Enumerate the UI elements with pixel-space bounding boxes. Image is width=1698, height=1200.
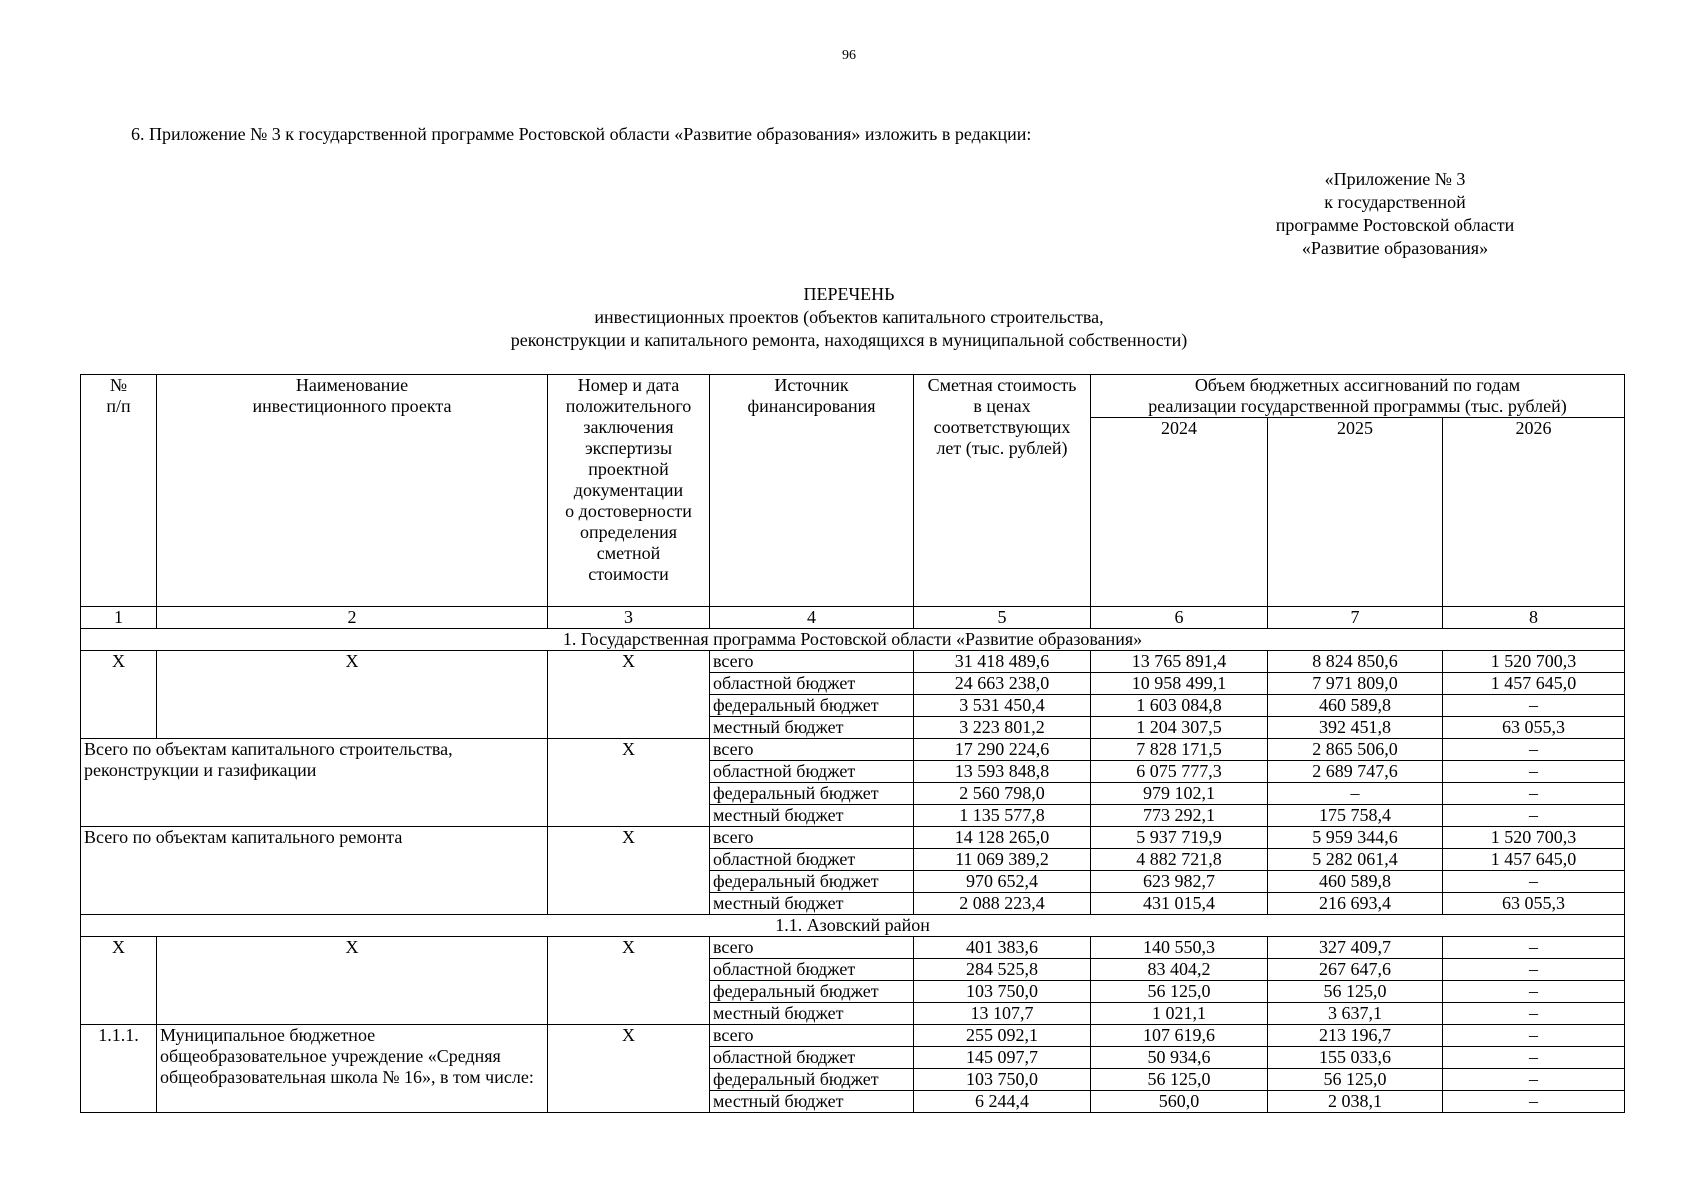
amount-2025: 2 865 506,0 (1268, 739, 1443, 761)
column-number: 2 (157, 607, 548, 629)
header-year-2024: 2024 (1091, 418, 1268, 607)
project-number: X (81, 651, 157, 739)
header-cost: Сметная стоимость в ценах соответствующих лет (тыс. рублей) (914, 375, 1091, 607)
amount-2026: – (1443, 1091, 1625, 1113)
funding-source: всего (710, 739, 914, 761)
amount-2026: 1 457 645,0 (1443, 673, 1625, 695)
amount-2024: 50 934,6 (1091, 1047, 1268, 1069)
funding-source: областной бюджет (710, 959, 914, 981)
amount-2025: 3 637,1 (1268, 1003, 1443, 1025)
funding-source: всего (710, 937, 914, 959)
amount-2026: – (1443, 695, 1625, 717)
amount-2025: 267 647,6 (1268, 959, 1443, 981)
project-name: Всего по объектам капитального ремонта (81, 827, 548, 915)
amount-2026: 63 055,3 (1443, 893, 1625, 915)
funding-source: местный бюджет (710, 893, 914, 915)
estimated-cost: 17 290 224,6 (914, 739, 1091, 761)
header-year-2025: 2025 (1268, 418, 1443, 607)
estimated-cost: 31 418 489,6 (914, 651, 1091, 673)
estimated-cost: 145 097,7 (914, 1047, 1091, 1069)
column-number: 7 (1268, 607, 1443, 629)
appendix-line: к государственной (1324, 192, 1466, 212)
column-number: 3 (548, 607, 710, 629)
estimated-cost: 3 531 450,4 (914, 695, 1091, 717)
estimated-cost: 6 244,4 (914, 1091, 1091, 1113)
amount-2025: 8 824 850,6 (1268, 651, 1443, 673)
funding-source: областной бюджет (710, 1047, 914, 1069)
project-number: X (81, 937, 157, 1025)
amount-2026: 63 055,3 (1443, 717, 1625, 739)
estimated-cost: 1 135 577,8 (914, 805, 1091, 827)
amount-2025: 5 959 344,6 (1268, 827, 1443, 849)
funding-source: федеральный бюджет (710, 783, 914, 805)
amount-2026: – (1443, 1069, 1625, 1091)
amount-2024: 773 292,1 (1091, 805, 1268, 827)
column-number: 1 (81, 607, 157, 629)
header-num: № п/п (81, 375, 157, 607)
appendix-line: «Приложение № 3 (1324, 169, 1466, 189)
amount-2025: 56 125,0 (1268, 981, 1443, 1003)
funding-source: федеральный бюджет (710, 1069, 914, 1091)
amount-2024: 431 015,4 (1091, 893, 1268, 915)
project-name: X (157, 651, 548, 739)
column-number: 4 (710, 607, 914, 629)
amount-2025: 213 196,7 (1268, 1025, 1443, 1047)
amount-2024: 4 882 721,8 (1091, 849, 1268, 871)
funding-source: всего (710, 827, 914, 849)
column-number: 5 (914, 607, 1091, 629)
funding-source: местный бюджет (710, 717, 914, 739)
expertise-value: X (548, 739, 710, 827)
estimated-cost: 401 383,6 (914, 937, 1091, 959)
amount-2024: 1 603 084,8 (1091, 695, 1268, 717)
estimated-cost: 103 750,0 (914, 1069, 1091, 1091)
header-expertise: Номер и дата положительного заключения экспертизы проектной документации о достоверности определения сметной стоимости (548, 375, 710, 607)
amount-2024: 7 828 171,5 (1091, 739, 1268, 761)
section-title: 1. Государственная программа Ростовской области «Развитие образования» (81, 629, 1625, 651)
amount-2024: 10 958 499,1 (1091, 673, 1268, 695)
header-year-2026: 2026 (1443, 418, 1625, 607)
amount-2025: 2 038,1 (1268, 1091, 1443, 1113)
document-title (0, 283, 1698, 352)
amount-2024: 560,0 (1091, 1091, 1268, 1113)
amount-2026: – (1443, 1047, 1625, 1069)
appendix-reference (1230, 168, 1560, 260)
table-row (81, 937, 1625, 959)
amount-2026: – (1443, 761, 1625, 783)
appendix-line: программе Ростовской области (1275, 215, 1515, 235)
table-row (81, 827, 1625, 849)
table-row (81, 739, 1625, 761)
estimated-cost: 14 128 265,0 (914, 827, 1091, 849)
amount-2025: 2 689 747,6 (1268, 761, 1443, 783)
estimated-cost: 11 069 389,2 (914, 849, 1091, 871)
amount-2025: 56 125,0 (1268, 1069, 1443, 1091)
estimated-cost: 13 107,7 (914, 1003, 1091, 1025)
amount-2024: 140 550,3 (1091, 937, 1268, 959)
project-number: 1.1.1. (81, 1025, 157, 1113)
page-number: 96 (842, 48, 856, 63)
amount-2024: 13 765 891,4 (1091, 651, 1268, 673)
amount-2026: – (1443, 959, 1625, 981)
funding-source: федеральный бюджет (710, 871, 914, 893)
estimated-cost: 24 663 238,0 (914, 673, 1091, 695)
table-row (81, 1025, 1625, 1047)
amount-2025: 175 758,4 (1268, 805, 1443, 827)
funding-source: федеральный бюджет (710, 981, 914, 1003)
header-name: Наименование инвестиционного проекта (157, 375, 548, 607)
funding-source: областной бюджет (710, 673, 914, 695)
section-row (81, 629, 1625, 651)
estimated-cost: 13 593 848,8 (914, 761, 1091, 783)
amount-2024: 979 102,1 (1091, 783, 1268, 805)
amount-2025: 327 409,7 (1268, 937, 1443, 959)
amount-2025: 460 589,8 (1268, 695, 1443, 717)
expertise-value: X (548, 651, 710, 739)
estimated-cost: 284 525,8 (914, 959, 1091, 981)
investment-projects-table (80, 374, 1625, 1113)
funding-source: местный бюджет (710, 1091, 914, 1113)
amount-2026: – (1443, 805, 1625, 827)
title-line: инвестиционных проектов (объектов капитального строительства, (594, 307, 1104, 327)
estimated-cost: 2 088 223,4 (914, 893, 1091, 915)
amount-2024: 1 204 307,5 (1091, 717, 1268, 739)
amount-2026: – (1443, 1003, 1625, 1025)
amount-2026: – (1443, 739, 1625, 761)
title-line: ПЕРЕЧЕНЬ (803, 284, 895, 304)
estimated-cost: 2 560 798,0 (914, 783, 1091, 805)
column-number: 8 (1443, 607, 1625, 629)
project-name: Всего по объектам капитального строительства, реконструкции и газификации (81, 739, 548, 827)
amount-2025: 7 971 809,0 (1268, 673, 1443, 695)
header-row (81, 375, 1625, 418)
project-name: Муниципальное бюджетное общеобразовательное учреждение «Средняя общеобразовательная школа № 16», в том числе: (157, 1025, 548, 1113)
intro-paragraph: 6. Приложение № 3 к государственной программе Ростовской области «Развитие образования» изложить в редакции: (131, 124, 1032, 144)
section-title: 1.1. Азовский район (81, 915, 1625, 937)
funding-source: местный бюджет (710, 805, 914, 827)
expertise-value: X (548, 827, 710, 915)
amount-2026: – (1443, 937, 1625, 959)
estimated-cost: 970 652,4 (914, 871, 1091, 893)
amount-2025: 392 451,8 (1268, 717, 1443, 739)
amount-2025: 155 033,6 (1268, 1047, 1443, 1069)
amount-2024: 5 937 719,9 (1091, 827, 1268, 849)
amount-2025: 216 693,4 (1268, 893, 1443, 915)
table-row (81, 651, 1625, 673)
funding-source: местный бюджет (710, 1003, 914, 1025)
funding-source: всего (710, 651, 914, 673)
amount-2025: – (1268, 783, 1443, 805)
expertise-value: X (548, 1025, 710, 1113)
header-volume: Объем бюджетных ассигнований по годам реализации государственной программы (тыс. рублей) (1091, 375, 1625, 418)
funding-source: областной бюджет (710, 761, 914, 783)
amount-2026: – (1443, 1025, 1625, 1047)
appendix-line: «Развитие образования» (1301, 238, 1489, 258)
amount-2024: 623 982,7 (1091, 871, 1268, 893)
amount-2026: 1 520 700,3 (1443, 651, 1625, 673)
funding-source: областной бюджет (710, 849, 914, 871)
amount-2026: – (1443, 981, 1625, 1003)
funding-source: федеральный бюджет (710, 695, 914, 717)
amount-2024: 1 021,1 (1091, 1003, 1268, 1025)
amount-2025: 5 282 061,4 (1268, 849, 1443, 871)
amount-2025: 460 589,8 (1268, 871, 1443, 893)
header-source: Источник финансирования (710, 375, 914, 607)
amount-2024: 107 619,6 (1091, 1025, 1268, 1047)
funding-source: всего (710, 1025, 914, 1047)
title-line: реконструкции и капитального ремонта, находящихся в муниципальной собственности) (510, 330, 1188, 350)
section-row (81, 915, 1625, 937)
column-number-row (81, 607, 1625, 629)
amount-2024: 6 075 777,3 (1091, 761, 1268, 783)
estimated-cost: 103 750,0 (914, 981, 1091, 1003)
amount-2026: – (1443, 871, 1625, 893)
estimated-cost: 255 092,1 (914, 1025, 1091, 1047)
column-number: 6 (1091, 607, 1268, 629)
amount-2026: 1 457 645,0 (1443, 849, 1625, 871)
amount-2024: 83 404,2 (1091, 959, 1268, 981)
amount-2026: – (1443, 783, 1625, 805)
amount-2024: 56 125,0 (1091, 1069, 1268, 1091)
amount-2026: 1 520 700,3 (1443, 827, 1625, 849)
amount-2024: 56 125,0 (1091, 981, 1268, 1003)
project-name: X (157, 937, 548, 1025)
estimated-cost: 3 223 801,2 (914, 717, 1091, 739)
expertise-value: X (548, 937, 710, 1025)
